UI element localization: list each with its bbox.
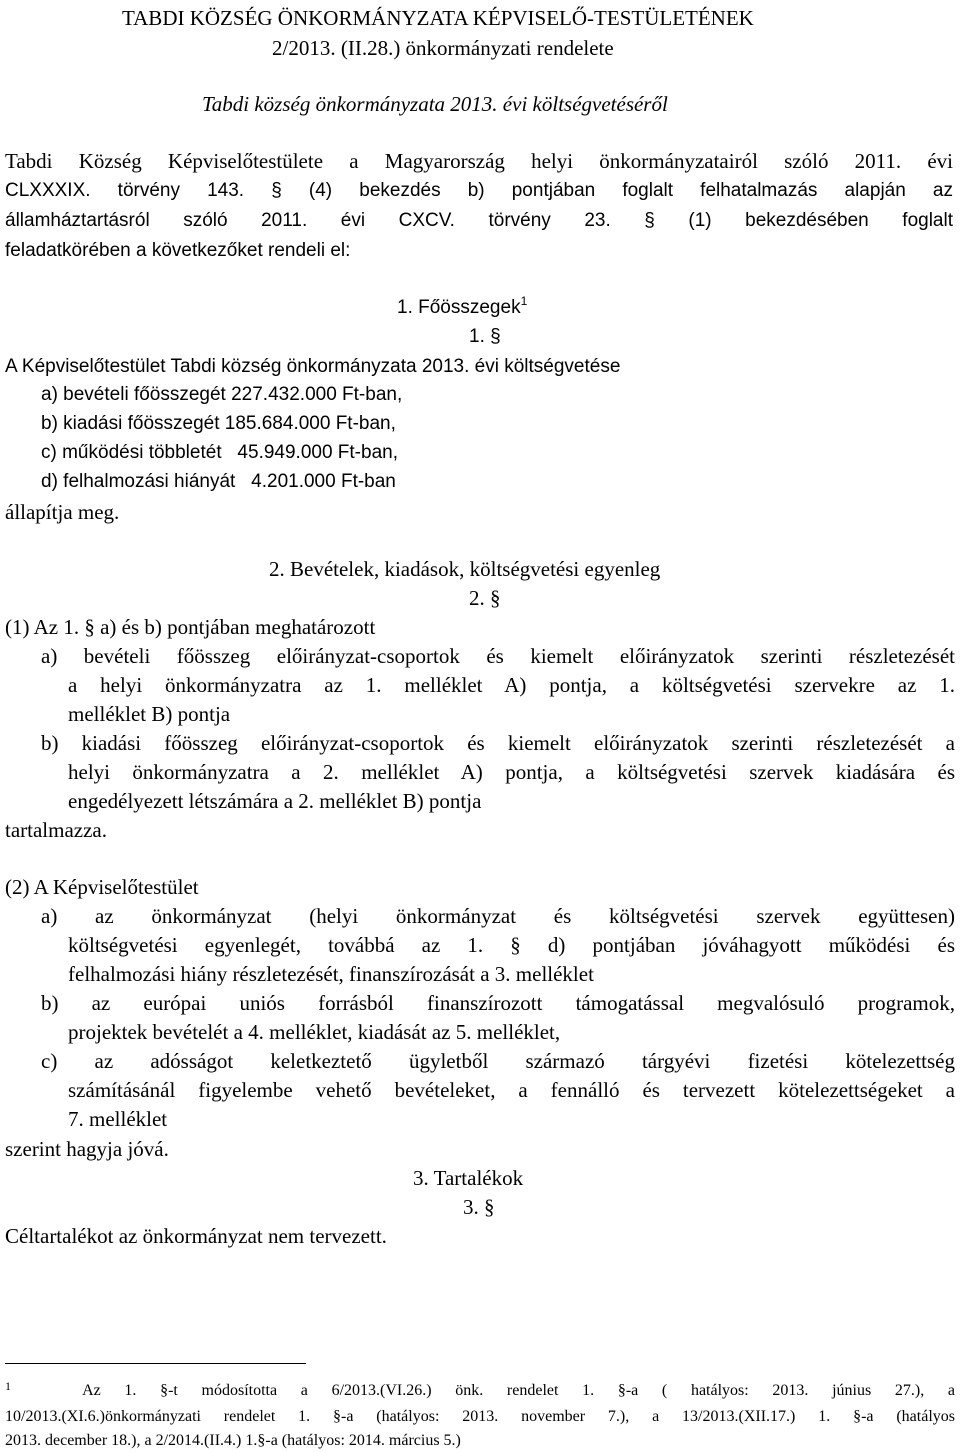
footnote-ref: 1 [520, 294, 528, 308]
section2-p2-c-line-1: c) az adósságot keletkeztető ügyletből származó tárgyévi fizetési kötelezettség [41, 1049, 955, 1073]
footnote-line-1-text: Az 1. §-t módosította a 6/2013.(VI.26.) önk. rendelet 1. §-a ( hatályos: 2013. június 27.), a [82, 1382, 955, 1399]
section2-p1-intro: (1) Az 1. § a) és b) pontjában meghatározott [5, 615, 376, 639]
section2-p1-b-line-1: b) kiadási főösszeg előirányzat-csoportok és kiemelt előirányzatok szerinti részletezését a [41, 731, 955, 755]
footnote-line-1 [5, 1379, 955, 1399]
section1-intro: A Képviselőtestület Tabdi község önkormányzata 2013. évi költségvetése [5, 356, 621, 377]
section2-p1-a-line-2: a helyi önkormányzatra az 1. melléklet A) pontja, a költségvetési szervekre az 1. [68, 673, 955, 697]
section2-p2-b-line-1: b) az európai uniós forrásból finanszírozott támogatással megvalósuló programok, [41, 991, 955, 1015]
section2-p1-a-line-3: melléklet B) pontja [68, 702, 231, 726]
section3-text: Céltartalékot az önkormányzat nem tervezett. [5, 1224, 387, 1248]
section2-p2-intro: (2) A Képviselőtestület [5, 875, 199, 899]
section2-p2-a-line-2: költségvetési egyenlegét, továbbá az 1. § d) pontjában jóváhagyott működési és [68, 933, 955, 957]
title-line-1: TABDI KÖZSÉG ÖNKORMÁNYZATA KÉPVISELŐ-TESTÜLETÉNEK [122, 6, 754, 30]
section2-p1-b-line-3: engedélyezett létszámára a 2. melléklet B) pontja [68, 789, 482, 813]
footnote-marker: 1 [5, 1379, 11, 1393]
section2-p1-closing: tartalmazza. [5, 818, 108, 842]
footnote-line-3: 2013. december 18.), a 2/2014.(II.4.) 1.§-a (hatályos: 2014. március 5.) [5, 1432, 461, 1449]
section1-heading-text: 1. Főösszegek [397, 297, 521, 318]
section1-item-b: b) kiadási főösszegét 185.684.000 Ft-ban, [41, 413, 396, 434]
section1-item-c: c) működési többletét 45.949.000 Ft-ban, [41, 442, 398, 463]
preamble-line-3: államháztartásról szóló 2011. évi CXCV. törvény 23. § (1) bekezdésében foglalt [5, 210, 953, 231]
section1-item-d: d) felhalmozási hiányát 4.201.000 Ft-ban [41, 471, 396, 492]
section2-p2-closing: szerint hagyja jóvá. [5, 1137, 169, 1161]
title-line-2: 2/2013. (II.28.) önkormányzati rendelete [272, 36, 614, 60]
section1-item-a: a) bevételi főösszegét 227.432.000 Ft-ban, [41, 384, 403, 405]
footnote-line-2: 10/2013.(XI.6.)önkormányzati rendelet 1. §-a (hatályos: 2013. november 7.), a 13/2013.(XII.17.) 1. §-a (hatályos [5, 1408, 955, 1425]
section2-paragraph-number: 2. § [469, 586, 501, 610]
section2-heading: 2. Bevételek, kiadások, költségvetési egyenleg [269, 557, 661, 581]
section3-paragraph-number: 3. § [463, 1195, 495, 1219]
preamble-line-2: CLXXXIX. törvény 143. § (4) bekezdés b) pontjában foglalt felhatalmazás alapján az [5, 180, 953, 201]
section1-closing: állapítja meg. [5, 500, 120, 524]
subtitle: Tabdi község önkormányzata 2013. évi költségvetéséről [202, 92, 668, 116]
section2-p2-a-line-3: felhalmozási hiány részletezését, finanszírozását a 3. melléklet [68, 962, 594, 986]
footnote-divider [5, 1363, 306, 1364]
section1-paragraph-number: 1. § [469, 326, 501, 347]
section2-p2-b-line-2: projektek bevételét a 4. melléklet, kiadását az 5. melléklet, [68, 1020, 561, 1044]
preamble-line-4: feladatkörében a következőket rendeli el: [5, 240, 351, 261]
section2-p2-c-line-3: 7. melléklet [68, 1107, 168, 1131]
section2-p1-a-line-1: a) bevételi főösszeg előirányzat-csoportok és kiemelt előirányzatok szerinti részletezését [41, 644, 955, 668]
section2-p2-a-line-1: a) az önkormányzat (helyi önkormányzat és költségvetési szervek együttesen) [41, 904, 955, 928]
section3-heading: 3. Tartalékok [413, 1166, 524, 1190]
preamble-line-1: Tabdi Község Képviselőtestülete a Magyarország helyi önkormányzatairól szóló 2011. évi [5, 149, 953, 173]
section2-p2-c-line-2: számításánál figyelembe vehető bevételeket, a fennálló és tervezett kötelezettségeket a [68, 1078, 955, 1102]
section2-p1-b-line-2: helyi önkormányzatra a 2. melléklet A) pontja, a költségvetési szervek kiadására és [68, 760, 955, 784]
section1-heading [397, 294, 528, 318]
